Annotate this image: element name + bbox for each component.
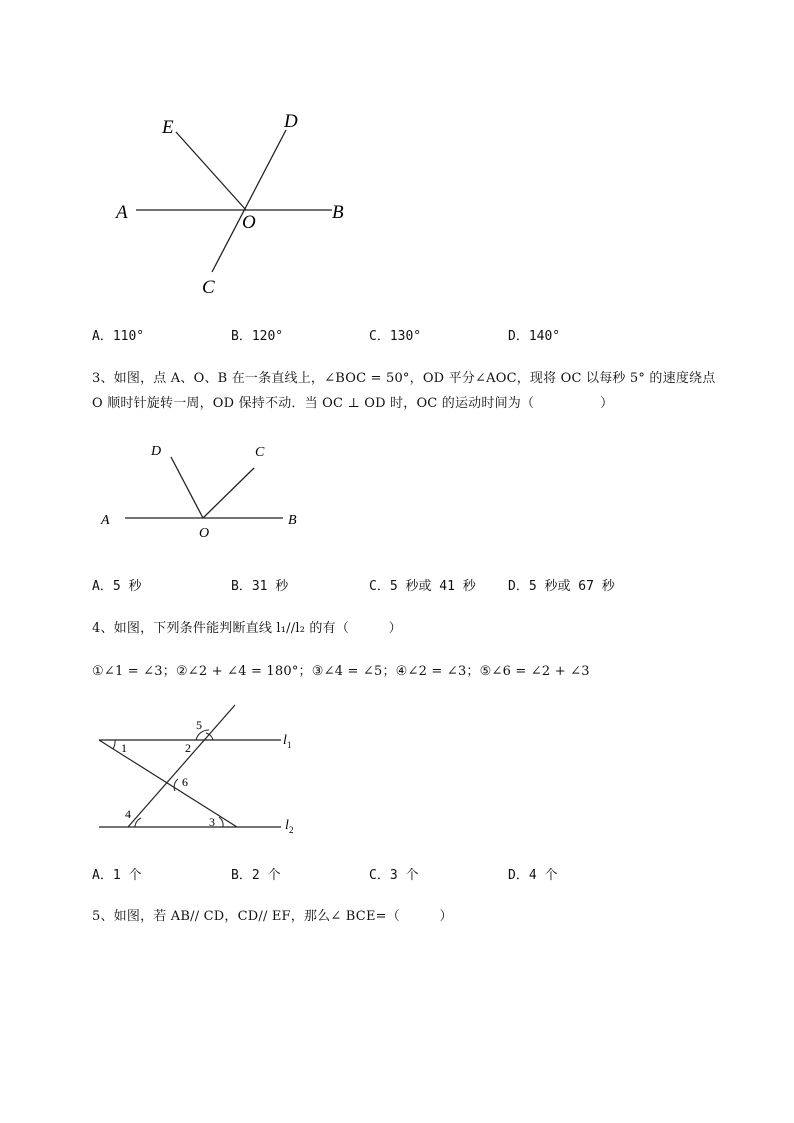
angle-figure-3 [95, 435, 315, 545]
q3-option-b[interactable]: B．31 秒 [231, 579, 289, 594]
q4-option-a[interactable]: A．1 个 [92, 868, 142, 883]
q3-option-c[interactable]: C．5 秒或 41 秒 [369, 579, 476, 594]
q3-label-O: O [199, 526, 210, 541]
q3-label-C: C [255, 445, 265, 460]
parallel-lines-figure [95, 700, 315, 840]
label-O: O [242, 212, 256, 233]
q4-option-b[interactable]: B．2 个 [231, 868, 281, 883]
angle-label-1: 1 [121, 741, 127, 755]
q2-option-d[interactable]: D．140° [508, 329, 561, 344]
angle-label-2: 2 [185, 741, 191, 755]
q5-stem: 5、如图，若 AB// CD，CD// EF，那么∠ BCE=（ ） [92, 909, 453, 924]
q2-option-c[interactable]: C．130° [369, 329, 422, 344]
q4-conditions: ①∠1 = ∠3；②∠2 + ∠4 = 180°；③∠4 = ∠5；④∠2 = ∠3；⑤∠6 = ∠2 + ∠3 [92, 664, 590, 679]
line-label-l2-sub: 2 [289, 825, 294, 835]
q3-option-a[interactable]: A．5 秒 [92, 579, 142, 594]
q3-stem-line1: 3、如图，点 A、O、B 在一条直线上，∠BOC = 50°，OD 平分∠AOC，现将 OC 以每秒 5° 的速度绕点 [92, 371, 716, 386]
q4-option-c[interactable]: C．3 个 [369, 868, 419, 883]
q3-option-d[interactable]: D．5 秒或 67 秒 [508, 579, 615, 594]
angle-label-3: 3 [209, 815, 215, 829]
angle-figure-1 [100, 100, 360, 305]
line-label-l1: l [283, 733, 287, 748]
q3-label-D: D [151, 444, 162, 459]
angle-label-6: 6 [182, 775, 188, 789]
label-C: C [202, 277, 215, 298]
label-B: B [332, 202, 344, 223]
q2-option-b[interactable]: B．120° [231, 329, 284, 344]
line-label-l1-sub: 1 [287, 740, 292, 750]
label-A: A [116, 202, 128, 223]
q3-stem-line2: O 顺时针旋转一周，OD 保持不动．当 OC ⊥ OD 时，OC 的运动时间为（ ） [92, 396, 614, 411]
q4-stem: 4、如图，下列条件能判断直线 l₁//l₂ 的有（ ） [92, 621, 402, 636]
label-D: D [284, 111, 298, 132]
label-E: E [162, 117, 174, 138]
q3-label-B: B [288, 513, 297, 528]
q4-option-d[interactable]: D．4 个 [508, 868, 558, 883]
q3-label-A: A [101, 513, 110, 528]
line-label-l2: l [285, 818, 289, 833]
angle-label-5: 5 [196, 718, 202, 732]
q2-option-a[interactable]: A．110° [92, 329, 145, 344]
angle-label-4: 4 [125, 807, 131, 821]
